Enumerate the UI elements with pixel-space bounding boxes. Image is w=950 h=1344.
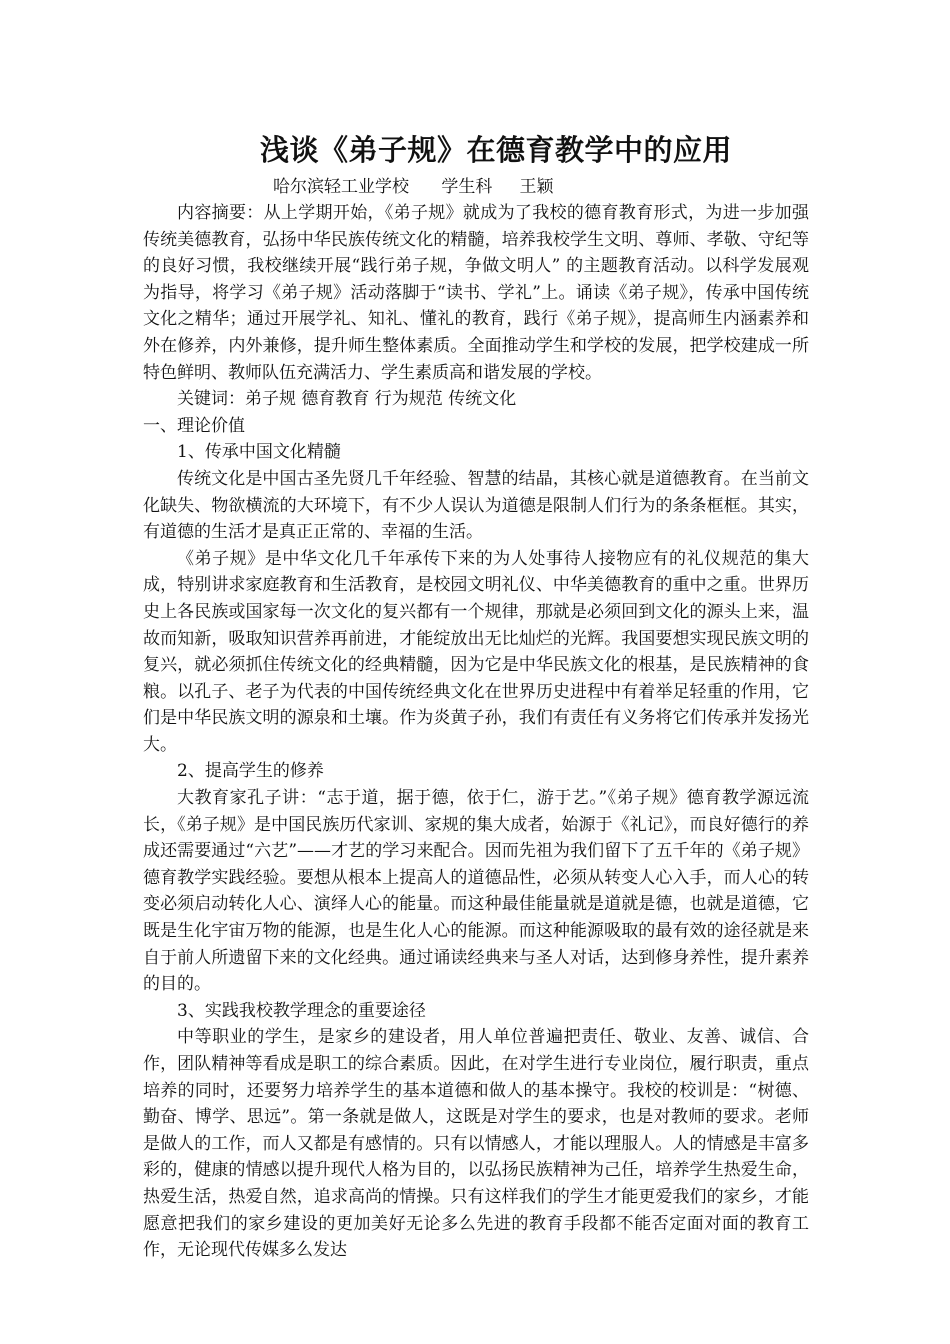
section-heading-1: 一、理论价值 — [143, 415, 245, 436]
author-byline: 哈尔滨轻工业学校 学生科 王颖 — [273, 177, 554, 197]
document-body — [143, 128, 809, 1264]
abstract-paragraph: 内容摘要：从上学期开始，《弟子规》就成为了我校的德育教育形式，为进一步加强传统美德教育，弘扬中华民族传统文化的精髓，培养我校学生文明、尊师、孝敬、守纪等的良好习惯，我校继续开展“践行弟子规，争做文明人” 的主题教育活动。以科学发展观为指导，将学习《弟子规》活动落脚于“读书、学礼”上。诵读《弟子规》，传承中国传统文化之精华；通过开展学礼、知礼、懂礼的教育，践行《弟子规》，提高师生内涵素养和外在修养，内外兼修，提升师生整体素质。全面推动学生和学校的发展，把学校建成一所特色鲜明、教师队伍充满活力、学生素质高和谐发展的学校。 — [143, 203, 809, 383]
page-title: 浅谈《弟子规》在德育教学中的应用 — [259, 133, 732, 167]
body-paragraph-1: 传统文化是中国古圣先贤几千年经验、智慧的结晶，其核心就是道德教育。在当前文化缺失、物欲横流的大环境下，有不少人误认为道德是限制人们行为的条条框框。其实，有道德的生活才是真正正常的、幸福的生活。 — [143, 468, 809, 543]
body-paragraph-4: 中等职业的学生，是家乡的建设者，用人单位普遍把责任、敬业、友善、诚信、合作，团队精神等看成是职工的综合素质。因此，在对学生进行专业岗位，履行职责，重点培养的同时，还要努力培养学生的基本道德和做人的基本操守。我校的校训是：“树德、勤奋、博学、思远”。第一条就是做人，这既是对学生的要求，也是对教师的要求。老师是做人的工作，而人又都是有感情的。只有以情感人，才能以理服人。人的情感是丰富多彩的，健康的情感以提升现代人格为目的，以弘扬民族精神为己任，培养学生热爱生命，热爱生活，热爱自然，追求高尚的情操。只有这样我们的学生才能更爱我们的家乡，才能愿意把我们的家乡建设的更加美好无论多么先进的教育手段都不能否定面对面的教育工作，无论现代传媒多么发达 — [143, 1027, 809, 1261]
keywords-line: 关键词：弟子规 德育教育 行为规范 传统文化 — [177, 389, 517, 410]
subsection-heading-3: 3、实践我校教学理念的重要途径 — [177, 1000, 426, 1021]
body-paragraph-2: 《弟子规》是中华文化几千年承传下来的为人处事待人接物应有的礼仪规范的集大成，特别讲求家庭教育和生活教育，是校园文明礼仪、中华美德教育的重中之重。世界历史上各民族或国家每一次文化的复兴都有一个规律，那就是必须回到文化的源头上来，温故而知新，吸取知识营养再前进，才能绽放出无比灿烂的光辉。我国要想实现民族文明的复兴，就必须抓住传统文化的经典精髓，因为它是中华民族文化的根基，是民族精神的食粮。以孔子、老子为代表的中国传统经典文化在世界历史进程中有着举足轻重的作用，它们是中华民族文明的源泉和土壤。作为炎黄子孙，我们有责任有义务将它们传承并发扬光大。 — [143, 548, 809, 755]
body-paragraph-3: 大教育家孔子讲：“志于道，据于德，依于仁，游于艺。”《弟子规》德育教学源远流长，《弟子规》是中国民族历代家训、家规的集大成者，始源于《礼记》，而良好德行的养成还需要通过“六艺”——才艺的学习来配合。因而先祖为我们留下了五千年的《弟子规》德育教学实践经验。要想从根本上提高人的道德品性，必须从转变人心入手，而人心的转变必须启动转化人心、演绎人心的能量。而这种最佳能量就是道就是德，也就是道德，它既是生化宇宙万物的能源，也是生化人心的能源。而这种能源吸取的最有效的途径就是来自于前人所遗留下来的文化经典。通过诵读经典来与圣人对话，达到修身养性，提升素养的目的。 — [143, 788, 809, 995]
subsection-heading-1: 1、传承中国文化精髓 — [177, 442, 341, 463]
subsection-heading-2: 2、提高学生的修养 — [177, 761, 324, 782]
